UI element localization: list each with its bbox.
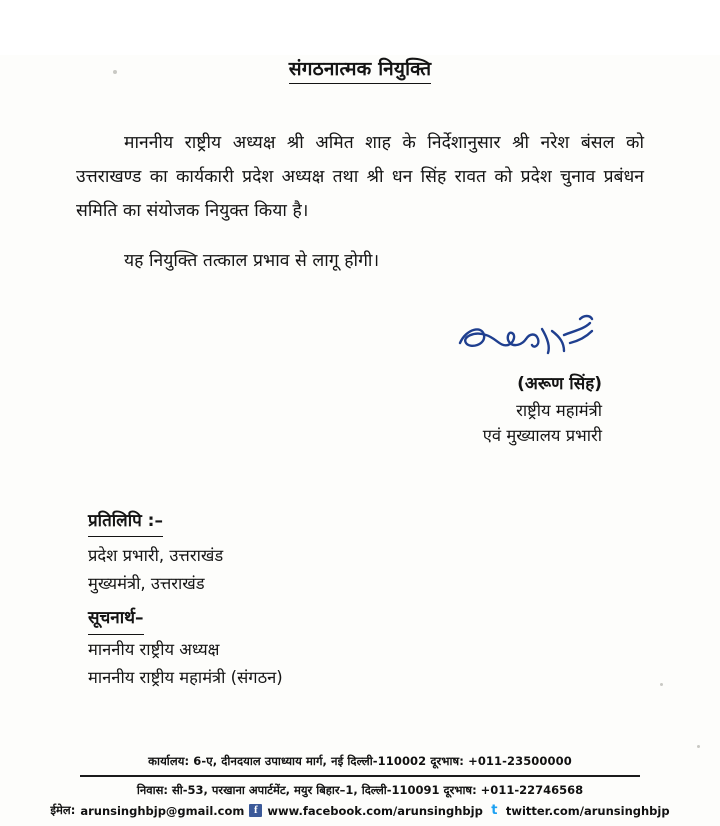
copy-item: प्रदेश प्रभारी, उत्तराखंड xyxy=(88,545,224,565)
document-footer xyxy=(0,754,720,818)
footer-facebook[interactable]: www.facebook.com/arunsinghbjp xyxy=(267,803,483,818)
document-title-text: संगठनात्मक नियुक्ति xyxy=(289,55,432,84)
signatory-role-1: राष्ट्रीय महामंत्री xyxy=(516,400,602,420)
document-title xyxy=(0,55,720,84)
body-paragraph-2: यह नियुक्ति तत्काल प्रभाव से लागू होगी। xyxy=(124,251,380,272)
info-item: माननीय राष्ट्रीय अध्यक्ष xyxy=(88,639,220,659)
footer-email-label: ईमेल: xyxy=(50,803,76,817)
footer-twitter[interactable]: twitter.com/arunsinghbjp xyxy=(505,803,670,818)
document-page xyxy=(0,55,720,826)
body-paragraph-1: माननीय राष्ट्रीय अध्यक्ष श्री अमित शाह के निर्देशानुसार श्री नरेश बंसल को उत्तराखण्ड का कार्यकारी प्रदेश अध्यक्ष तथा श्री धन सिंह रावत को प्रदेश चुनाव प्रबंधन समिति का संयोजक नियुक्त किया है। xyxy=(76,133,644,222)
signatory-name: (अरूण सिंह) xyxy=(517,373,602,394)
footer-residence-address: निवास: सी-53, परखाना अपार्टमेंट, मयुर बिहार–1, दिल्ली-110091 दूरभाष: +011-22746568 xyxy=(136,783,584,797)
footer-office-address: कार्यालय: 6-ए, दीनदयाल उपाध्याय मार्ग, नई दिल्ली-110002 दूरभाष: +011-23500000 xyxy=(148,754,572,769)
handwritten-signature-icon xyxy=(0,313,602,369)
info-heading: सूचनार्थ– xyxy=(88,605,144,634)
copy-heading-wrap xyxy=(88,508,720,541)
footer-divider xyxy=(80,775,640,777)
copy-heading: प्रतिलिपि :– xyxy=(88,508,163,537)
twitter-icon[interactable]: t xyxy=(491,803,498,818)
document-body xyxy=(76,126,644,279)
scan-speck xyxy=(697,745,700,748)
footer-contacts xyxy=(0,803,720,818)
scan-speck xyxy=(660,683,663,686)
info-item: माननीय राष्ट्रीय महामंत्री (संगठन) xyxy=(88,668,283,688)
distribution-section xyxy=(88,508,720,692)
info-heading-wrap xyxy=(88,597,720,634)
copy-item: मुख्यमंत्री, उत्तराखंड xyxy=(88,574,205,594)
signature-block xyxy=(0,313,720,446)
footer-email[interactable]: arunsinghbjp@gmail.com xyxy=(80,803,245,818)
signatory-role-2: एवं मुख्यालय प्रभारी xyxy=(482,425,602,445)
facebook-icon[interactable]: f xyxy=(249,804,262,817)
